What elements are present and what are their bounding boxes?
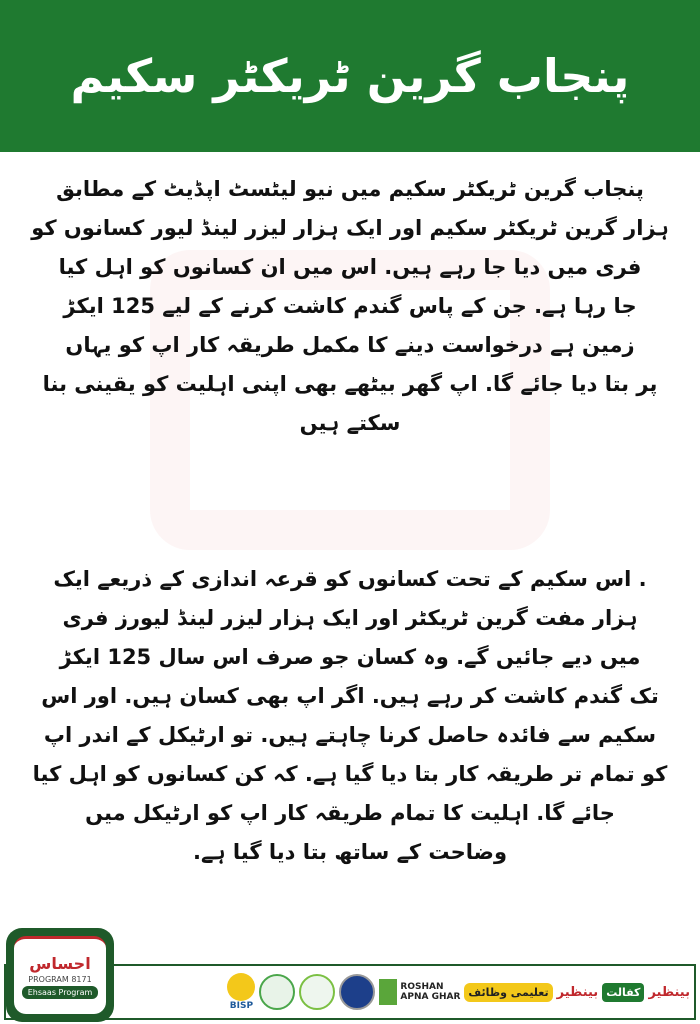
benazir-text: بینظیر bbox=[556, 984, 599, 1000]
family-logo-icon bbox=[339, 974, 375, 1010]
ehsaas-logo bbox=[6, 928, 114, 1022]
health-logo-icon bbox=[259, 974, 295, 1010]
bisp-emblem-icon bbox=[227, 973, 255, 1001]
taleemi-wazaif-badge: تعلیمی وظائف bbox=[464, 983, 552, 1002]
ehsaas-program-label: Ehsaas Program bbox=[22, 986, 99, 999]
apna-ghar-text: APNA GHAR bbox=[400, 992, 461, 1002]
bisp-logo bbox=[227, 973, 255, 1011]
text-line: فری میں دیا جا رہے ہیں. اس میں ان کسانوں کو اہل کیا bbox=[58, 255, 642, 279]
text-line: ہزار گرین ٹریکٹر سکیم اور ایک ہزار لیزر لینڈ لیور کسانوں کو bbox=[31, 216, 669, 240]
text-line: سکیم سے فائدہ حاصل کرنا چاہتے ہیں. تو ارٹیکل کے اندر اپ bbox=[43, 723, 657, 747]
bisp-label: BISP bbox=[229, 1001, 254, 1011]
paragraph-1 bbox=[30, 170, 670, 443]
kafalat-badge: کفالت bbox=[602, 983, 644, 1002]
page-title: پنجاب گرین ٹریکٹر سکیم bbox=[70, 49, 630, 103]
text-line: جا رہا ہے. جن کے پاس گندم کاشت کرنے کے لیے 125 ایکڑ bbox=[63, 294, 637, 318]
program-number: PROGRAM 8171 bbox=[28, 975, 92, 984]
text-line: پر بتا دیا جائے گا. اپ گھر بیٹھے بھی اپنی اہلیت کو یقینی بنا bbox=[42, 372, 658, 396]
text-line: جائے گا. اہلیت کا تمام طریقہ کار اپ کو ارٹیکل میں bbox=[85, 801, 615, 825]
title-banner bbox=[0, 0, 700, 152]
text-line: . اس سکیم کے تحت کسانوں کو قرعہ اندازی کے ذریعے ایک bbox=[53, 567, 647, 591]
house-icon bbox=[379, 979, 397, 1005]
text-line: پنجاب گرین ٹریکٹر سکیم میں نیو لیٹسٹ اپڈیٹ کے مطابق bbox=[56, 177, 644, 201]
text-line: سکتے ہیں bbox=[299, 411, 401, 435]
text-line: ہزار مفت گرین ٹریکٹر اور ایک ہزار لیزر لینڈ لیورز فری bbox=[62, 606, 638, 630]
paragraph-2 bbox=[30, 560, 670, 872]
ehsaas-urdu-text: احساس bbox=[29, 954, 91, 973]
text-line: میں دیے جائیں گے. وہ کسان جو صرف اس سال 125 ایکڑ bbox=[59, 645, 641, 669]
text-line: کو تمام تر طریقہ کار بتا دیا گیا ہے. کہ کن کسانوں کو اہل کیا bbox=[32, 762, 668, 786]
text-line: تک گندم کاشت کر رہے ہیں. اگر اپ بھی کسان ہیں. اور اس bbox=[41, 684, 659, 708]
roshan-apna-ghar-logo bbox=[379, 979, 460, 1005]
benazir-text: بینظیر bbox=[648, 984, 690, 1000]
nashonuma-logo-icon bbox=[299, 974, 335, 1010]
text-line: وضاحت کے ساتھ بتا دیا گیا ہے. bbox=[192, 840, 508, 864]
text-line: زمین ہے درخواست دینے کا مکمل طریقہ کار اپ کو یہاں bbox=[65, 333, 635, 357]
roshan-text: ROSHAN bbox=[400, 982, 444, 992]
